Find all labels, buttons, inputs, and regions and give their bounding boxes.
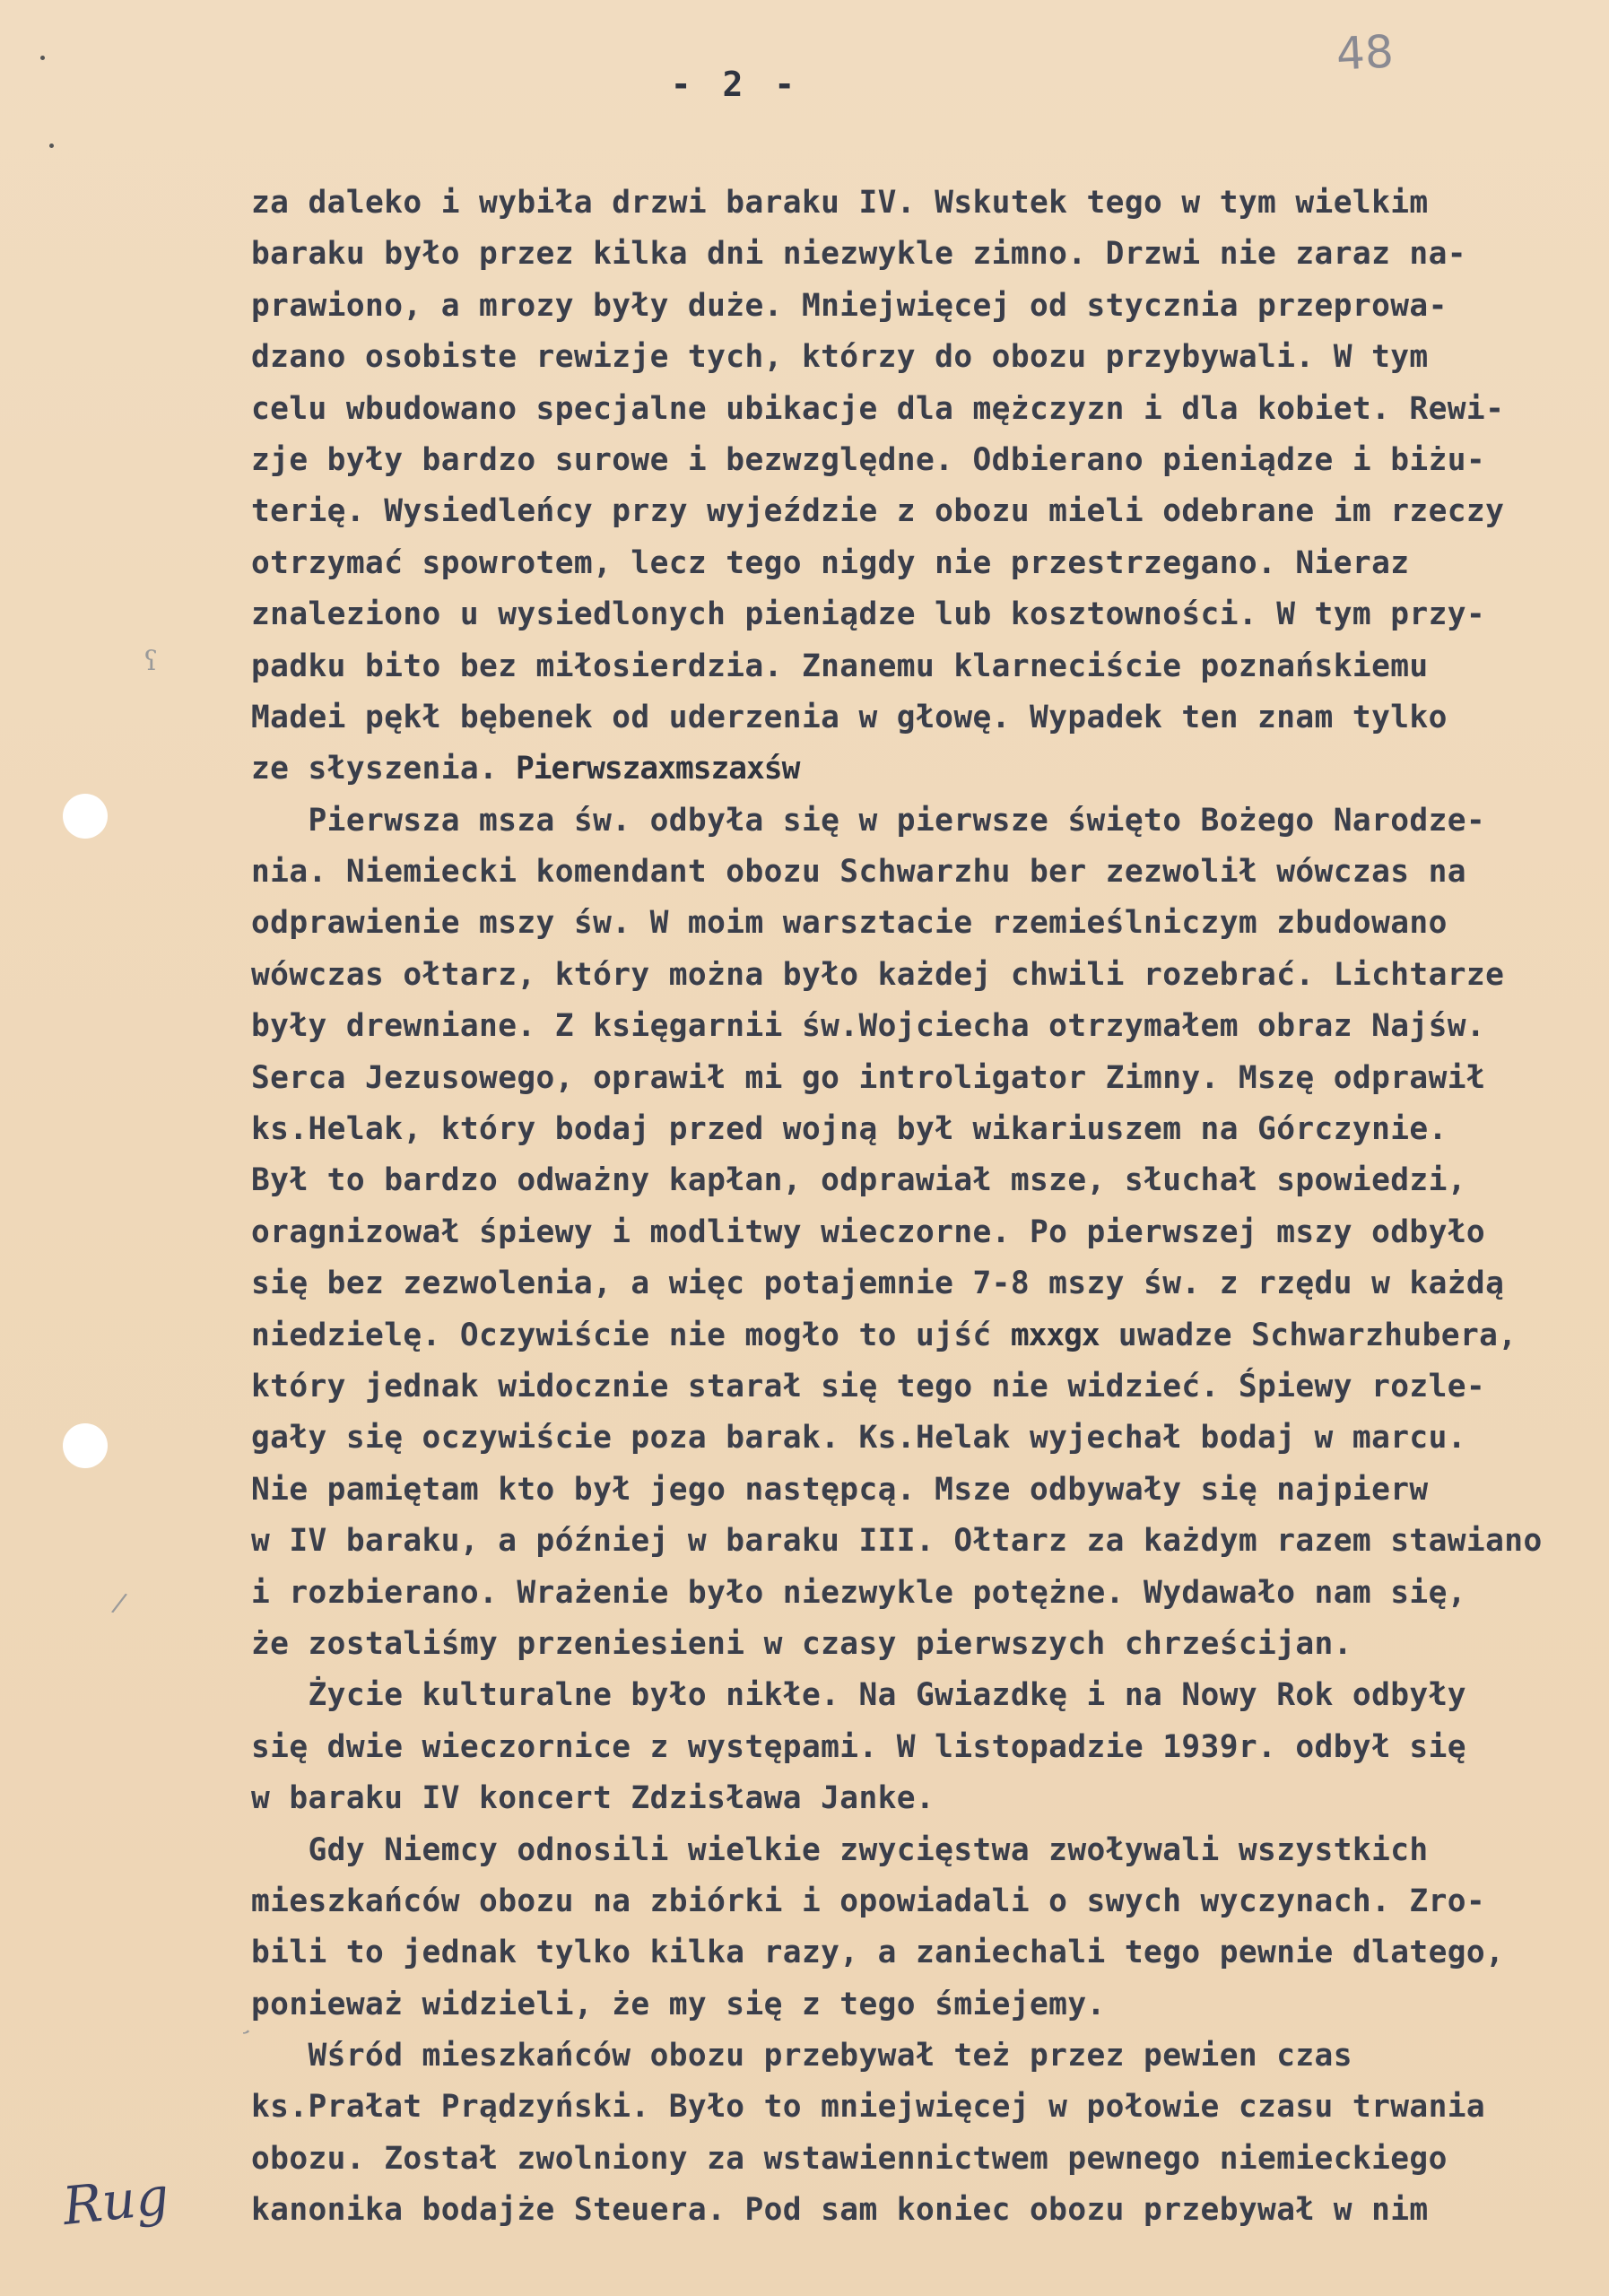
text-line-content: Nie pamiętam kto był jego następcą. Msze odbywały się najpierw bbox=[251, 1471, 1429, 1508]
text-line-part: niedzielę. Oczywiście nie mogło to ujść bbox=[251, 1317, 1011, 1353]
text-line-content: Serca Jezusowego, oprawił mi go introligator Zimny. Mszę odprawił bbox=[251, 1059, 1486, 1096]
text-line-content: terię. Wysiedleńcy przy wyjeździe z obozu mieli odebrane im rzeczy bbox=[251, 493, 1505, 530]
text-line-content: że zostaliśmy przeniesieni w czasy pierwszych chrześcijan. bbox=[251, 1625, 1352, 1662]
text-line bbox=[251, 1568, 1601, 1619]
typewritten-text bbox=[251, 178, 1601, 2237]
text-line-content: się bez zezwolenia, a więc potajemnie 7-8 mszy św. z rzędu w każdą bbox=[251, 1265, 1505, 1302]
struck-out-text: mxxgx bbox=[1010, 1317, 1100, 1353]
text-line-content: otrzymać spowrotem, lecz tego nigdy nie przestrzegano. Nieraz bbox=[251, 544, 1410, 581]
text-line-content: dzano osobiste rewizje tych, którzy do obozu przybywali. W tym bbox=[251, 339, 1429, 376]
text-line-content: zje były bardzo surowe i bezwzględne. Odbierano pieniądze i biżu- bbox=[251, 441, 1486, 478]
text-line bbox=[251, 281, 1601, 332]
text-line-content: Gdy Niemcy odnosili wielkie zwycięstwa zwoływali wszystkich bbox=[251, 1831, 1429, 1868]
text-line bbox=[251, 589, 1601, 640]
punch-hole bbox=[63, 794, 108, 839]
text-line bbox=[251, 1361, 1601, 1413]
text-line-content: prawiono, a mrozy były duże. Mniejwięcej od stycznia przeprowa- bbox=[251, 287, 1448, 324]
text-line-content: były drewniane. Z księgarnii św.Wojciecha otrzymałem obraz Najśw. bbox=[251, 1008, 1486, 1045]
text-line bbox=[251, 950, 1601, 1001]
text-line-content: i rozbierano. Wrażenie było niezwykle potężne. Wydawało nam się, bbox=[251, 1574, 1466, 1611]
text-line bbox=[251, 1722, 1601, 1773]
initials-text: Rug bbox=[59, 2165, 172, 2237]
text-line-content: w baraku IV koncert Zdzisława Janke. bbox=[251, 1780, 935, 1817]
text-line-content: baraku było przez kilka dni niezwykle zimno. Drzwi nie zaraz na- bbox=[251, 236, 1466, 273]
text-line bbox=[251, 2134, 1601, 2185]
text-line bbox=[251, 1053, 1601, 1104]
text-line bbox=[251, 2031, 1601, 2082]
text-line-content: który jednak widocznie starał się tego nie widzieć. Śpiewy rozle- bbox=[251, 1368, 1486, 1405]
text-line-content: kanonika bodajże Steuera. Pod sam koniec obozu przebywał w nim bbox=[251, 2192, 1429, 2229]
text-line bbox=[251, 1927, 1601, 1979]
text-line-content: ponieważ widzieli, że my się z tego śmiejemy. bbox=[251, 1986, 1106, 2022]
text-line-part: uwadze Schwarzhubera, bbox=[1099, 1317, 1518, 1353]
text-line bbox=[251, 641, 1601, 692]
margin-pencil-mark: ʕ bbox=[144, 646, 159, 677]
text-line bbox=[251, 384, 1601, 435]
text-line-content: się dwie wieczornice z występami. W listopadzie 1939r. odbył się bbox=[251, 1728, 1466, 1765]
text-line-content: oragnizował śpiewy i modlitwy wieczorne. Po pierwszej mszy odbyło bbox=[251, 1213, 1486, 1250]
text-line-content: Wśród mieszkańców obozu przebywał też przez pewien czas bbox=[251, 2038, 1352, 2074]
text-line bbox=[251, 847, 1601, 898]
text-line bbox=[251, 1773, 1601, 1824]
text-line bbox=[251, 486, 1601, 537]
text-line bbox=[251, 744, 1601, 795]
text-line-content: odprawienie mszy św. W moim warsztacie rzemieślniczym zbudowano bbox=[251, 905, 1448, 942]
text-line bbox=[251, 1310, 1601, 1361]
text-line bbox=[251, 1825, 1601, 1876]
text-line bbox=[251, 1619, 1601, 1670]
text-line bbox=[251, 435, 1601, 486]
text-line bbox=[251, 1001, 1601, 1052]
text-line-content: bili to jednak tylko kilka razy, a zaniechali tego pewnie dlatego, bbox=[251, 1935, 1505, 1971]
text-line-content: obozu. Został zwolniony za wstawiennictwem pewnego niemieckiego bbox=[251, 2140, 1448, 2177]
text-line-content: wówczas ołtarz, który można było każdej chwili rozebrać. Lichtarze bbox=[251, 956, 1505, 993]
text-line bbox=[251, 1876, 1601, 1927]
text-line bbox=[251, 2082, 1601, 2133]
text-line bbox=[251, 796, 1601, 847]
archive-number: 48 bbox=[1335, 25, 1396, 81]
text-line-content: Był to bardzo odważny kapłan, odprawiał msze, słuchał spowiedzi, bbox=[251, 1162, 1466, 1199]
text-line bbox=[251, 538, 1601, 589]
text-line bbox=[251, 898, 1601, 949]
text-line-content: za daleko i wybiła drzwi baraku IV. Wskutek tego w tym wielkim bbox=[251, 185, 1429, 221]
text-line bbox=[251, 1670, 1601, 1721]
paper-speck bbox=[49, 144, 54, 148]
text-line-content: ze słyszenia. bbox=[251, 751, 499, 787]
text-line-content: w IV baraku, a później w baraku III. Ołtarz za każdym razem stawiano bbox=[251, 1523, 1543, 1560]
text-line-content: gały się oczywiście poza barak. Ks.Helak wyjechał bodaj w marcu. bbox=[251, 1420, 1466, 1457]
text-line-content: nia. Niemiecki komendant obozu Schwarzhu ber zezwolił wówczas na bbox=[251, 854, 1466, 891]
text-line bbox=[251, 1258, 1601, 1309]
text-line-content: ks.Prałat Prądzyński. Było to mniejwięcej w połowie czasu trwania bbox=[251, 2089, 1486, 2126]
margin-pencil-mark: / bbox=[109, 1587, 129, 1620]
text-line bbox=[251, 2185, 1601, 2236]
text-line bbox=[251, 1207, 1601, 1258]
text-line bbox=[251, 229, 1601, 280]
text-line-content: znaleziono u wysiedlonych pieniądze lub kosztowności. W tym przy- bbox=[251, 596, 1486, 633]
margin-pencil-mark: , bbox=[239, 2013, 263, 2040]
text-line-content: padku bito bez miłosierdzia. Znanemu klarneciście poznańskiemu bbox=[251, 648, 1429, 684]
text-line-content: ks.Helak, który bodaj przed wojną był wikariuszem na Górczynie. bbox=[251, 1111, 1448, 1148]
text-line bbox=[251, 1413, 1601, 1464]
text-line-content: Życie kulturalne było nikłe. Na Gwiazdkę i na Nowy Rok odbyły bbox=[251, 1677, 1466, 1714]
text-line bbox=[251, 1465, 1601, 1516]
text-line-content: celu wbudowano specjalne ubikacje dla mężczyzn i dla kobiet. Rewi- bbox=[251, 390, 1505, 427]
text-line-content: Pierwsza msza św. odbyła się w pierwsze święto Bożego Narodze- bbox=[251, 802, 1486, 839]
text-line bbox=[251, 332, 1601, 383]
text-line-content: Madei pękł bębenek od uderzenia w głowę. Wypadek ten znam tylko bbox=[251, 699, 1448, 735]
page-number: - 2 - bbox=[670, 65, 801, 104]
struck-out-text: Pierwszaxmszaxśw bbox=[498, 751, 800, 787]
text-line bbox=[251, 692, 1601, 744]
paper-speck bbox=[40, 56, 45, 60]
text-line-content: mieszkańców obozu na zbiórki i opowiadali o swych wyczynach. Zro- bbox=[251, 1883, 1486, 1919]
punch-hole bbox=[63, 1423, 108, 1468]
handwritten-initials bbox=[60, 2165, 172, 2237]
text-line bbox=[251, 1979, 1601, 2031]
text-line bbox=[251, 1516, 1601, 1567]
text-line bbox=[251, 1104, 1601, 1155]
text-line bbox=[251, 1155, 1601, 1206]
text-line bbox=[251, 178, 1601, 229]
